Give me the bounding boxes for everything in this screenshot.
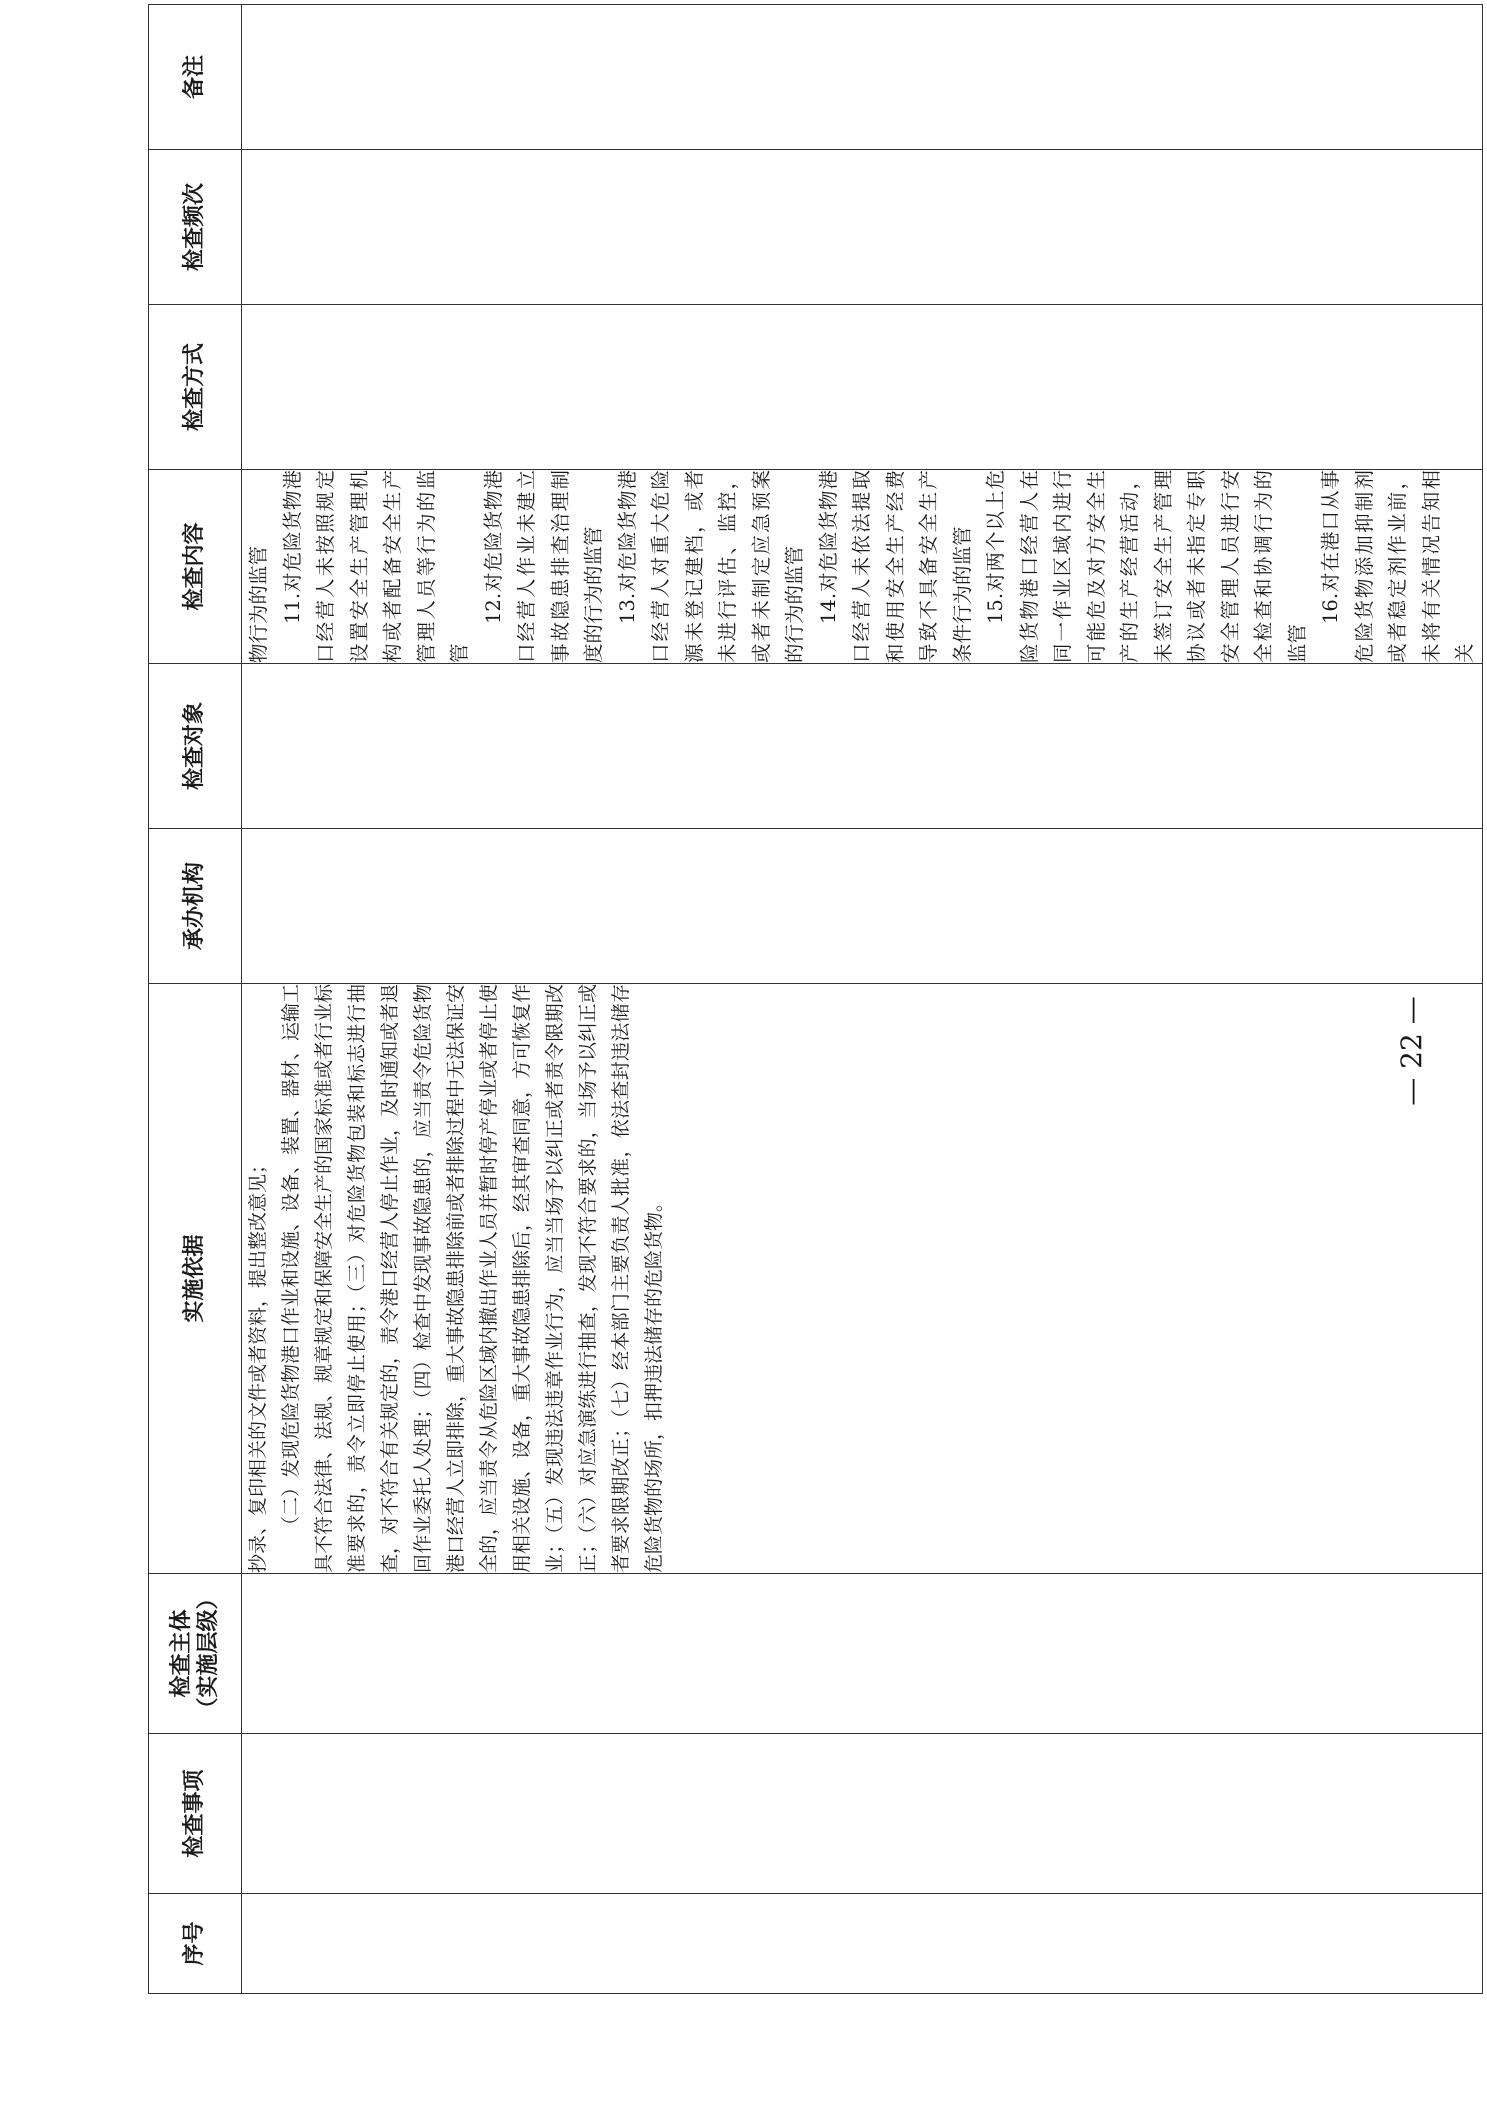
cell-target	[242, 664, 1483, 829]
content-item-13: 13.对危险货物港口经营人对重大危险源未登记建档，或者未进行评估、监控，或者未制定应急预案的行为的监管	[615, 470, 806, 663]
content-item-15: 15.对两个以上危险货物港口经营人在同一作业区域内进行可能危及对方安全生产的生产经营活动，未签订安全生产管理协议或者未指定专职安全管理人员进行安全检查和协调行为的监管	[984, 470, 1309, 663]
header-target: 检查对象	[149, 664, 242, 829]
table-row	[242, 5, 1483, 1994]
cell-content	[242, 470, 1483, 664]
cell-subject	[242, 1574, 1483, 1734]
cell-agency	[242, 829, 1483, 984]
header-item: 检查事项	[149, 1734, 242, 1894]
cell-frequency	[242, 150, 1483, 305]
basis-paragraph-1: 抄录、复印相关的文件或者资料，提出整改意见；	[247, 1154, 269, 1573]
content-item-11: 11.对危险货物港口经营人未按照规定设置安全生产管理机构或者配备安全生产管理人员等行为的监管	[280, 470, 471, 663]
header-subject-line2: （实施层级）	[196, 1587, 221, 1720]
header-basis: 实施依据	[149, 984, 242, 1574]
content-item-16: 16.对在港口从事危险货物添加抑制剂或者稳定剂作业前，未将有关情况告知相关	[1319, 470, 1476, 663]
header-frequency: 检查频次	[149, 150, 242, 305]
header-method: 检查方式	[149, 305, 242, 470]
header-subject	[149, 1574, 242, 1734]
cell-item	[242, 1734, 1483, 1894]
inspection-table	[148, 4, 1483, 1994]
header-seq: 序号	[149, 1894, 242, 1994]
content-item-0: 物行为的监管	[247, 545, 270, 663]
cell-basis	[242, 984, 1483, 1574]
header-row	[149, 5, 242, 1994]
header-agency: 承办机构	[149, 829, 242, 984]
cell-method	[242, 305, 1483, 470]
cell-seq	[242, 1894, 1483, 1994]
cell-remarks	[242, 5, 1483, 150]
content-item-12: 12.对危险货物港口经营人作业未建立事故隐患排查治理制度的行为的监管	[481, 470, 605, 663]
basis-paragraph-2: （二）发现危险货物港口作业和设施、设备、装置、器材、运输工具不符合法律、法规、规章规定和保障安全生产的国家标准或者行业标准要求的，责令立即停止使用；（三）对危险货物包装和标志进行抽查，对不符合有关规定的，责令港口经营人停止作业，及时通知或者退回作业委托人处理；（四）检查中发现事故隐患的，应当责令危险货物港口经营人立即排除，重大事故隐患排除前或者排除过程中无法保证安全的，应当责令从危险区域内撤出作业人员并暂时停产停业或者停止使用相关设施、设备，重大事故隐患排除后，经其审查同意，方可恢复作业；（五）发现违法违章作业行为，应当当场予以纠正或者责令限期改正；（六）对应急演练进行抽查，发现不符合要求的，当场予以纠正或者要求限期改正；（七）经本部门主要负责人批准，依法查封违法储存危险货物的场所，扣押违法储存的危险货物。	[280, 983, 665, 1573]
header-remarks: 备注	[149, 5, 242, 150]
header-subject-line1: 检查主体	[168, 1609, 194, 1698]
content-item-14: 14.对危险货物港口经营人未依法提取和使用安全生产经费导致不具备安全生产条件行为的监管	[816, 470, 974, 663]
header-content: 检查内容	[149, 470, 242, 664]
page-number: — 22 —	[1395, 996, 1428, 1106]
